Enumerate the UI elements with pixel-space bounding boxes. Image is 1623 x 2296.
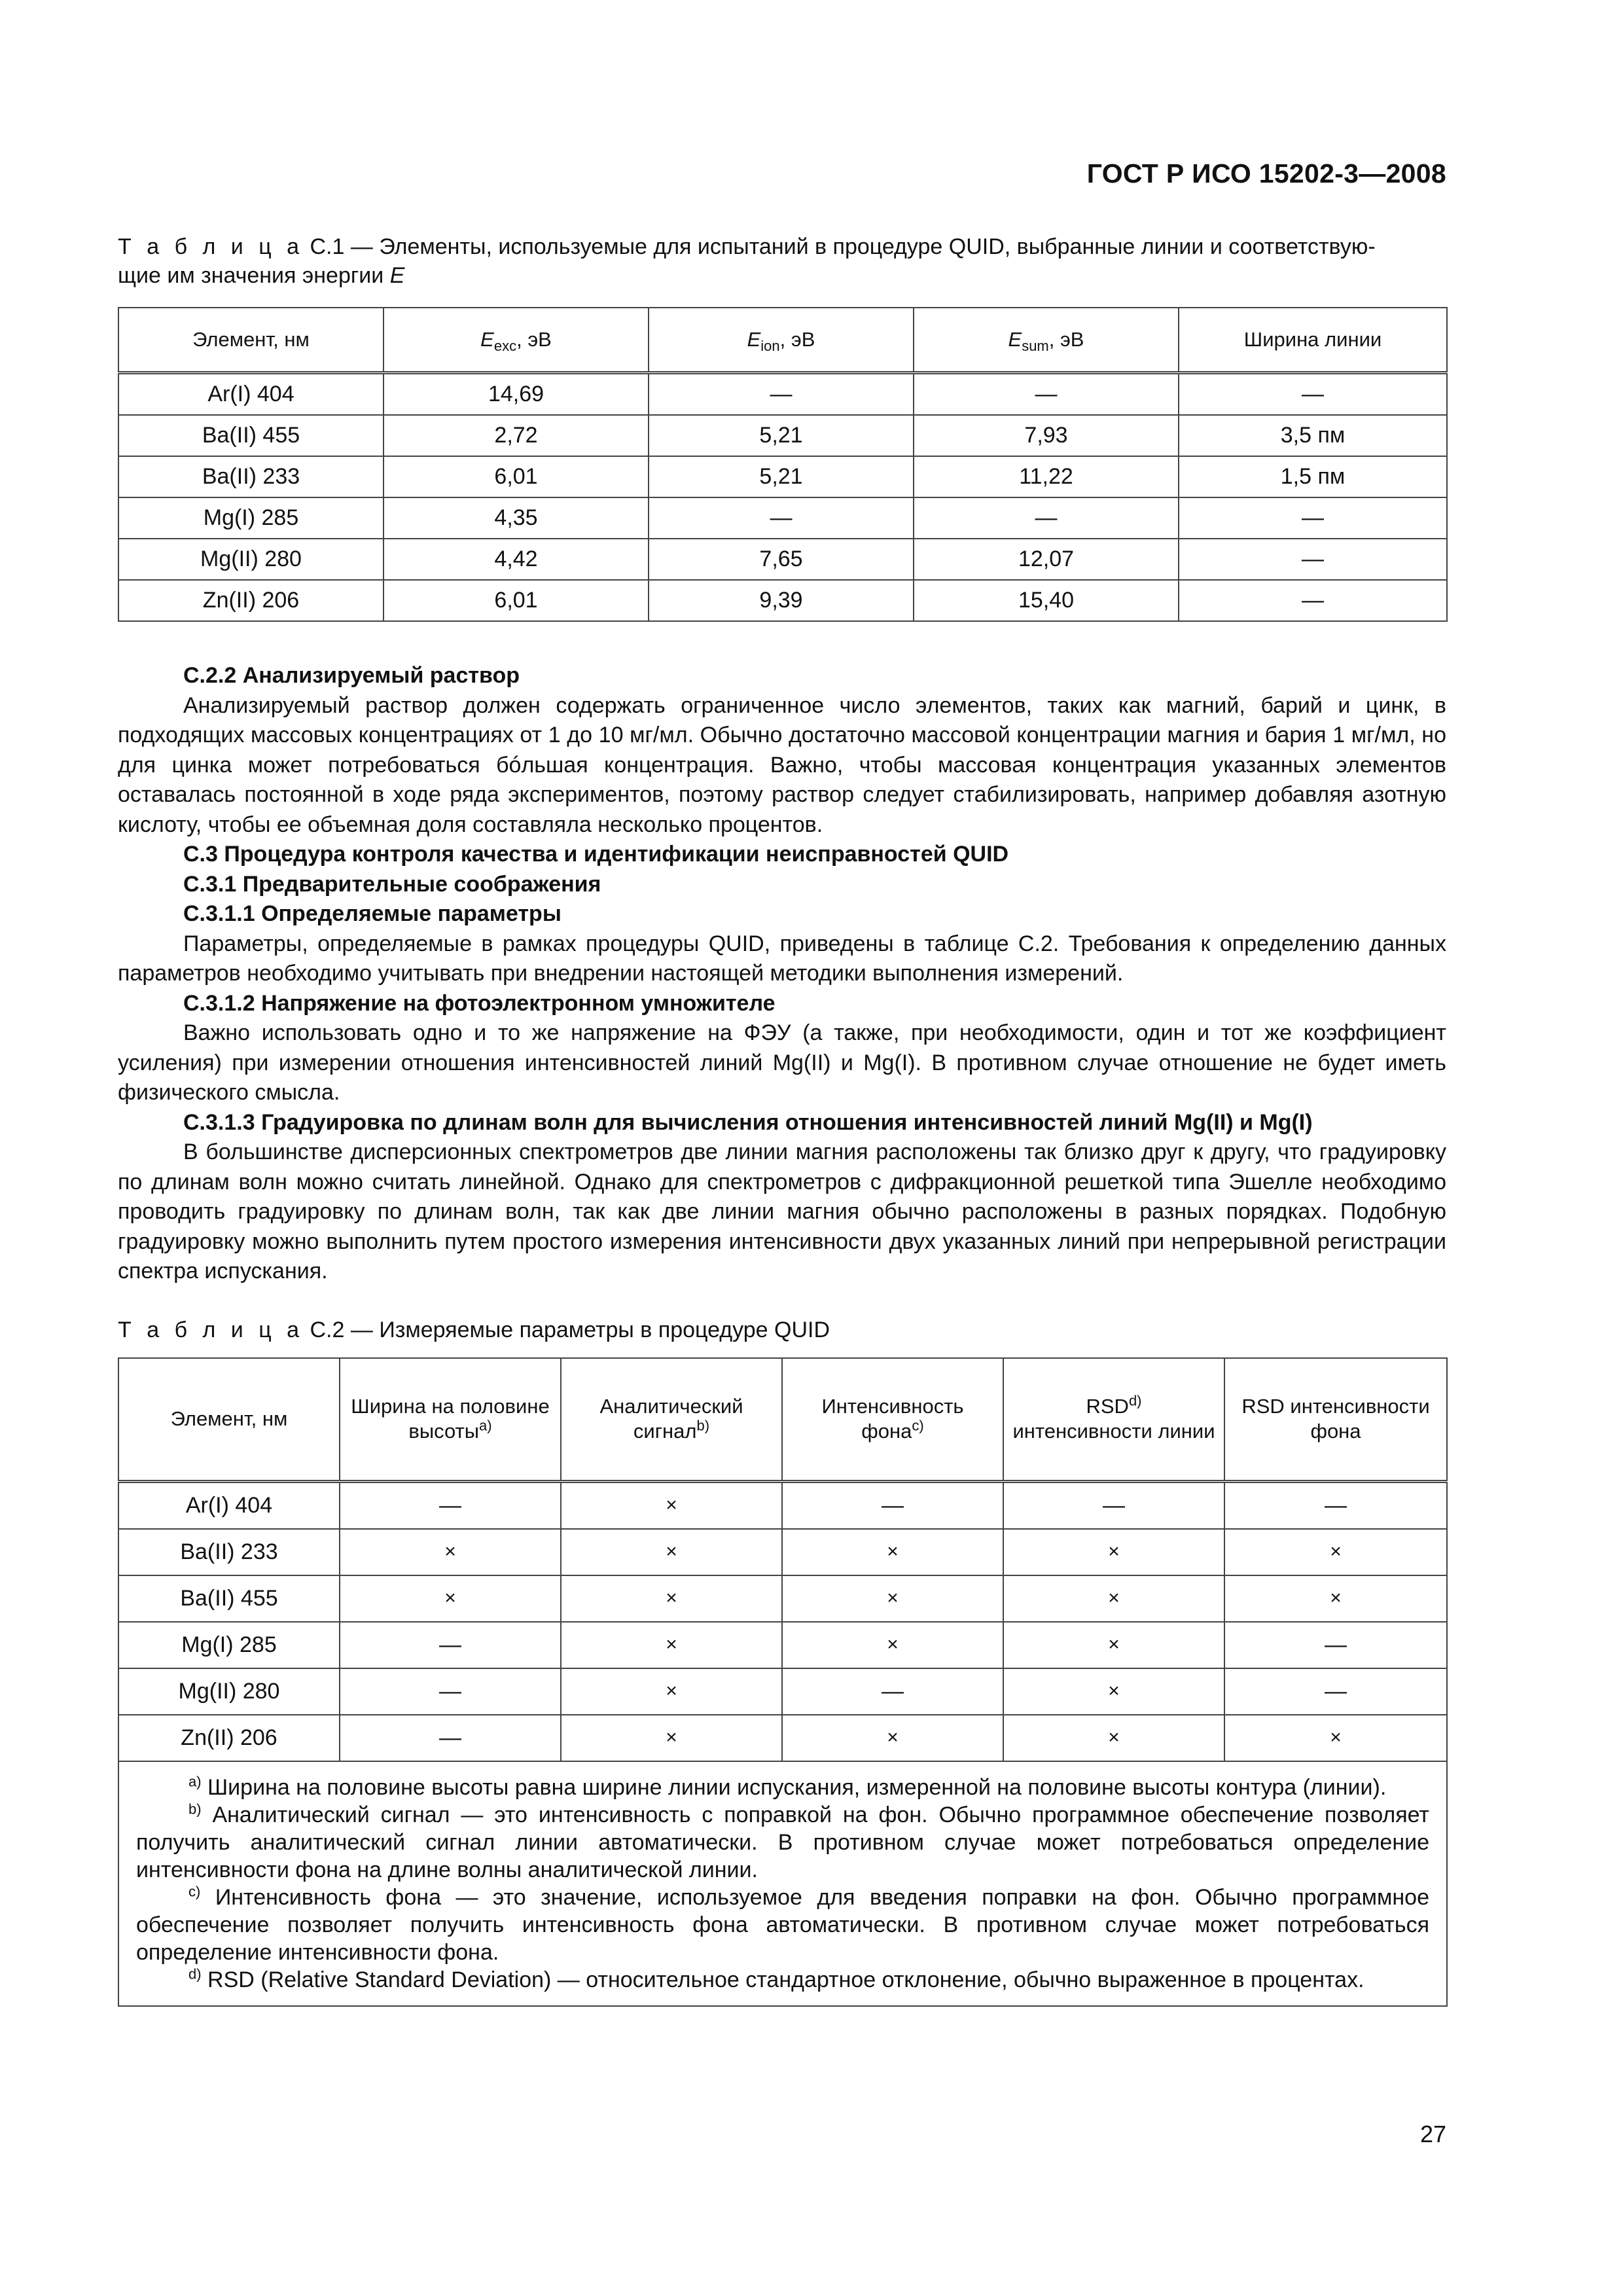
table2-cell: — bbox=[1003, 1481, 1224, 1529]
table2-header-fwhm: Ширина на половине высоты$^{a)}$ bbox=[340, 1358, 561, 1482]
footnote-mark: a) bbox=[188, 1773, 202, 1790]
table1-body bbox=[118, 373, 1447, 622]
table2-cell: × bbox=[561, 1529, 782, 1575]
table2-cell: × bbox=[1003, 1575, 1224, 1622]
table1-header-width: Ширина линии bbox=[1179, 308, 1447, 373]
table1-cell: 5,21 bbox=[649, 456, 914, 497]
table2-cell: × bbox=[561, 1715, 782, 1761]
table2-row bbox=[118, 1668, 1447, 1715]
table1-caption-line2: щие им значения энергии bbox=[118, 263, 384, 288]
table1-cell: 15,40 bbox=[914, 580, 1179, 621]
document-header: ГОСТ Р ИСО 15202-3—2008 bbox=[1086, 158, 1446, 188]
table2-cell: — bbox=[1224, 1668, 1447, 1715]
table1-cell: — bbox=[914, 373, 1179, 416]
footnote-text: RSD (Relative Standard Deviation) — относительное стандартное отклонение, обычно выраженное в процентах. bbox=[207, 1967, 1364, 1992]
table1 bbox=[118, 307, 1448, 622]
table1-cell: Zn(II) 206 bbox=[118, 580, 383, 621]
table2-row bbox=[118, 1529, 1447, 1575]
table1-cell: 3,5 пм bbox=[1179, 415, 1447, 456]
table1-cell: — bbox=[1179, 539, 1447, 580]
table2-header-rsd-bg: RSD интенсивности фона bbox=[1224, 1358, 1447, 1482]
table2-body bbox=[118, 1481, 1447, 1761]
section-c313-title: С.3.1.3 Градуировка по длинам волн для вычисления отношения интенсивностей линий Mg(II) и Mg(I) bbox=[183, 1109, 1313, 1135]
table1-cell: 12,07 bbox=[914, 539, 1179, 580]
footnote-mark: c) bbox=[188, 1883, 201, 1900]
table2-cell: × bbox=[782, 1715, 1003, 1761]
page-number: 27 bbox=[1419, 2121, 1446, 2147]
table1-row bbox=[118, 415, 1447, 456]
table2-footnote bbox=[136, 1774, 1429, 1801]
table1-cell: Ar(I) 404 bbox=[118, 373, 383, 416]
table2-row bbox=[118, 1575, 1447, 1622]
table1-header-row bbox=[118, 308, 1447, 373]
table1-cell: — bbox=[914, 497, 1179, 539]
table1-row bbox=[118, 373, 1447, 416]
table2-cell: — bbox=[340, 1481, 561, 1529]
table1-row bbox=[118, 497, 1447, 539]
section-c22-title: С.2.2 Анализируемый раствор bbox=[183, 663, 520, 688]
table1-cell: Ba(II) 233 bbox=[118, 456, 383, 497]
table2-cell: — bbox=[1224, 1481, 1447, 1529]
table2-cell: × bbox=[1224, 1715, 1447, 1761]
table1-cell: — bbox=[1179, 497, 1447, 539]
table1-cell: 4,42 bbox=[383, 539, 649, 580]
table2-cell: Ba(II) 233 bbox=[118, 1529, 340, 1575]
body-text bbox=[118, 661, 1446, 1287]
table1-cell: 7,93 bbox=[914, 415, 1179, 456]
section-c3-title: С.3 Процедура контроля качества и идентификации неисправностей QUID bbox=[183, 842, 1009, 867]
table2-cell: × bbox=[782, 1622, 1003, 1668]
table2-cell: — bbox=[1224, 1622, 1447, 1668]
table2-cell: × bbox=[1003, 1715, 1224, 1761]
table1-caption-text: — Элементы, используемые для испытаний в процедуре QUID, выбранные линии и соответствую- bbox=[350, 234, 1376, 259]
table1-cell: Mg(I) 285 bbox=[118, 497, 383, 539]
table1-cell: 1,5 пм bbox=[1179, 456, 1447, 497]
table2-cell: × bbox=[561, 1481, 782, 1529]
table2-cell: × bbox=[340, 1575, 561, 1622]
table2-header-bg: Интенсивность фона$^{c)}$ bbox=[782, 1358, 1003, 1482]
table1-header-element: Элемент, нм bbox=[118, 308, 383, 373]
table2-cell: × bbox=[561, 1668, 782, 1715]
table2-cell: Mg(II) 280 bbox=[118, 1668, 340, 1715]
table2-cell: × bbox=[1003, 1622, 1224, 1668]
section-c31-title: С.3.1 Предварительные соображения bbox=[183, 871, 601, 897]
table2-cell: × bbox=[1224, 1529, 1447, 1575]
table1-cell: 7,65 bbox=[649, 539, 914, 580]
table1-cell: Ba(II) 455 bbox=[118, 415, 383, 456]
table1-cell: 6,01 bbox=[383, 580, 649, 621]
section-c312-title: С.3.1.2 Напряжение на фотоэлектронном умножителе bbox=[183, 990, 776, 1016]
table2-row bbox=[118, 1481, 1447, 1529]
table2 bbox=[118, 1357, 1448, 2007]
table2-cell: Zn(II) 206 bbox=[118, 1715, 340, 1761]
table2-cell: — bbox=[782, 1481, 1003, 1529]
footnote-mark: b) bbox=[188, 1801, 202, 1818]
section-c313-text: В большинстве дисперсионных спектрометров две линии магния расположены так близко друг к другу, что градуировку по длинам волн можно считать линейной. Однако для спектрометров с дифракционной решеткой типа Эшелле необходимо проводить градуировку по длинам волн, так как две линии магния обычно расположены в разных порядках. Подобную градуировку можно выполнить путем простого измерения интенсивности двух указанных линий при непрерывной регистрации спектра испускания. bbox=[118, 1139, 1446, 1283]
footnote-text: Ширина на половине высоты равна ширине линии испускания, измеренной на половине высоты контура (линии). bbox=[207, 1774, 1387, 1800]
table1-cell: — bbox=[649, 497, 914, 539]
table1-caption-num: С.1 bbox=[310, 234, 345, 259]
table1-cell: 2,72 bbox=[383, 415, 649, 456]
table2-cell: — bbox=[340, 1668, 561, 1715]
table2-caption bbox=[118, 1316, 1446, 1344]
section-c312-text: Важно использовать одно и то же напряжение на ФЭУ (а также, при необходимости, один и тот же коэффициент усиления) при измерении отношения интенсивностей линий Mg(II) и Mg(I). В противном случае отношение не будет иметь физического смысла. bbox=[118, 1020, 1446, 1105]
table2-cell: × bbox=[1224, 1575, 1447, 1622]
section-c22-text: Анализируемый раствор должен содержать ограниченное число элементов, таких как магний, барий и цинк, в подходящих массовых концентрациях от 1 до 10 мг/мл. Обычно достаточно массовой концентрации магния и бария 1 мг/мл, но для цинка может потребоваться бóльшая концентрация. Важно, чтобы массовая концентрация указанных элементов оставалась постоянной в ходе ряда экспериментов, поэтому раствор следует стабилизировать, например добавляя азотную кислоту, чтобы ее объемная доля составляла несколько процентов. bbox=[118, 692, 1446, 837]
table2-header-signal: Аналитический сигнал$^{b)}$ bbox=[561, 1358, 782, 1482]
section-c311-text: Параметры, определяемые в рамках процедуры QUID, приведены в таблице С.2. Требования к определению данных параметров необходимо учитывать при внедрении настоящей методики выполнения измерений. bbox=[118, 931, 1446, 986]
table1-header-e-exc: $E_{exc}$, эВ bbox=[383, 308, 649, 373]
table2-footnotes-row bbox=[118, 1761, 1447, 2006]
table2-cell: — bbox=[340, 1622, 561, 1668]
footnote-text: Интенсивность фона — это значение, используемое для введения поправки на фон. Обычно программное обеспечение позволяет получить интенсивность фона автоматически. В противном случае может потребоваться определение интенсивности фона. bbox=[136, 1884, 1429, 1965]
table2-caption-text: — Измеряемые параметры в процедуре QUID bbox=[350, 1317, 830, 1342]
table2-caption-label: Т а б л и ц а bbox=[118, 1317, 304, 1342]
table2-cell: × bbox=[340, 1529, 561, 1575]
table1-cell: 4,35 bbox=[383, 497, 649, 539]
table1-cell: 11,22 bbox=[914, 456, 1179, 497]
table1-row bbox=[118, 580, 1447, 621]
table2-header-rsd: RSD$^{d)}$ интенсивности линии bbox=[1003, 1358, 1224, 1482]
table1-header-e-sum: $E_{sum}$, эВ bbox=[914, 308, 1179, 373]
table2-row bbox=[118, 1622, 1447, 1668]
table2-row bbox=[118, 1715, 1447, 1761]
table2-footnotes bbox=[118, 1761, 1447, 2006]
table1-row bbox=[118, 539, 1447, 580]
footnote-text: Аналитический сигнал — это интенсивность с поправкой на фон. Обычно программное обеспечение позволяет получить аналитический сигнал линии автоматически. В противном случае может потребоваться определение интенсивности фона на длине волны аналитической линии. bbox=[136, 1802, 1430, 1882]
table2-cell: × bbox=[561, 1622, 782, 1668]
table1-cell: — bbox=[1179, 373, 1447, 416]
table1-row bbox=[118, 456, 1447, 497]
table2-cell: Ar(I) 404 bbox=[118, 1481, 340, 1529]
table1-cell: — bbox=[649, 373, 914, 416]
table1-cell: 6,01 bbox=[383, 456, 649, 497]
table2-cell: — bbox=[782, 1668, 1003, 1715]
table2-cell: × bbox=[782, 1529, 1003, 1575]
table1-cell: 9,39 bbox=[649, 580, 914, 621]
table1-cell: — bbox=[1179, 580, 1447, 621]
footnote-mark: d) bbox=[188, 1965, 202, 1982]
table1-caption-label: Т а б л и ц а bbox=[118, 234, 304, 259]
table2-header-element: Элемент, нм bbox=[118, 1358, 340, 1482]
table2-cell: — bbox=[340, 1715, 561, 1761]
table2-footnote bbox=[136, 1801, 1429, 1884]
page-content bbox=[118, 232, 1446, 2007]
table2-cell: × bbox=[1003, 1668, 1224, 1715]
table2-cell: Mg(I) 285 bbox=[118, 1622, 340, 1668]
table2-caption-num: С.2 bbox=[310, 1317, 345, 1342]
table1-caption bbox=[118, 232, 1446, 290]
table2-footnote bbox=[136, 1966, 1429, 1994]
table2-cell: × bbox=[782, 1575, 1003, 1622]
table2-header-row bbox=[118, 1358, 1447, 1482]
table1-caption-symbol: E bbox=[389, 263, 405, 288]
table1-cell: Mg(II) 280 bbox=[118, 539, 383, 580]
table2-cell: × bbox=[561, 1575, 782, 1622]
table1-cell: 5,21 bbox=[649, 415, 914, 456]
table2-footnote bbox=[136, 1884, 1429, 1966]
table1-header-e-ion: $E_{ion}$, эВ bbox=[649, 308, 914, 373]
table2-cell: Ba(II) 455 bbox=[118, 1575, 340, 1622]
section-c311-title: С.3.1.1 Определяемые параметры bbox=[183, 901, 562, 926]
table2-cell: × bbox=[1003, 1529, 1224, 1575]
table1-cell: 14,69 bbox=[383, 373, 649, 416]
